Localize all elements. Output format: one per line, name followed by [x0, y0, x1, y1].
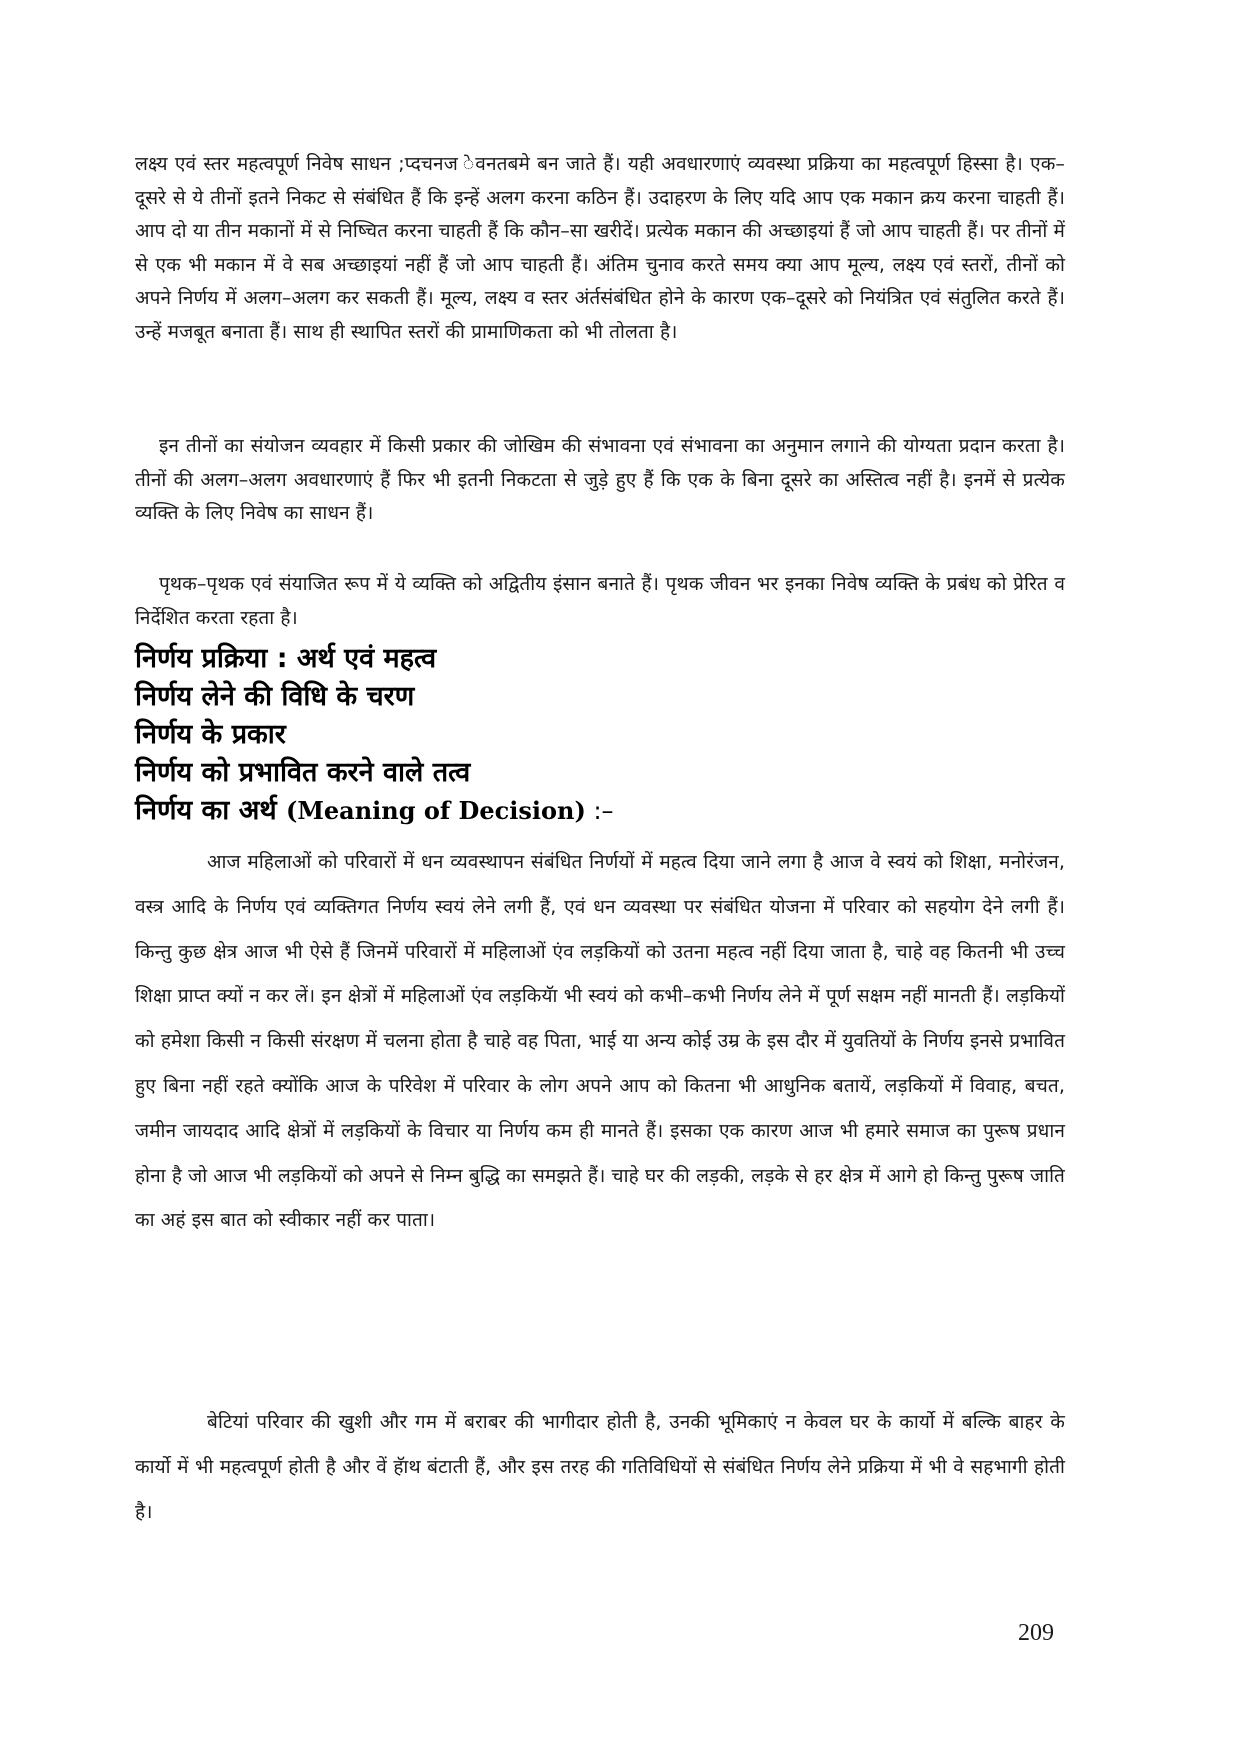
heading-decision-types: निर्णय के प्रकार — [135, 719, 286, 750]
document-page — [135, 0, 1065, 1753]
heading-meaning-suffix: :– — [585, 797, 614, 825]
heading-decision-factors: निर्णय को प्रभावित करने वाले तत्व — [135, 757, 471, 788]
heading-meaning-english: (Meaning of Decision) — [285, 796, 586, 825]
heading-decision-steps: निर्णय लेने की विधि के चरण — [135, 681, 415, 712]
paragraph-daughters-role: बेटियां परिवार की खुशी और गम में बराबर की भागीदार होती है, उनकी भूमिकाएं न केवल घर के कार्यो में बल्कि बाहर के कार्यो में भी महत्वपूर्ण होती है और वें हॅाथ बंटाती हैं, और इस तरह की गतिविधियों से संबंधित निर्णय लेने प्रक्रिया में भी वे सहभागी होती है। — [135, 1411, 1065, 1523]
paragraph-combination: इन तीनों का संयोजन व्यवहार में किसी प्रकार की जोखिम की संभावना एवं संभावना का अनुमान लगाने की योग्यता प्रदान करता है। तीनों की अलग–अलग अवधारणाएं हैं फिर भी इतनी निकटता से जुड़े हुए हैं कि एक के बिना दूसरे का अस्तित्व नहीं है। इनमें से प्रत्येक व्यक्ति के लिए निवेष का साधन हैं। — [135, 435, 1065, 524]
page-number: 209 — [1018, 1620, 1054, 1646]
heading-meaning-of-decision — [135, 792, 1065, 830]
paragraph-values-goals-standards: लक्ष्य एवं स्तर महत्वपूर्ण निवेष साधन ;प्दचनज ेवनतबमे बन जाते हैं। यही अवधारणाएं व्यवस्था प्रक्रिया का महत्वपूर्ण हिस्सा है। एक–दूसरे से ये तीनों इतने निकट से संबंधित हैं कि इन्हें अलग करना कठिन हैं। उदाहरण के लिए यदि आप एक मकान क्रय करना चाहती हैं। आप दो या तीन मकानों में से निष्चित करना चाहती हैं कि कौन–सा खरीदें। प्रत्येक मकान की अच्छाइयां हैं जो आप चाहती हैं। पर तीनों में से एक भी मकान में वे सब अच्छाइयां नहीं हैं जो आप चाहती हैं। अंतिम चुनाव करते समय क्या आप मूल्य, लक्ष्य एवं स्तरों, तीनों को अपने निर्णय में अलग–अलग कर सकती हैं। मूल्य, लक्ष्य व स्तर अंर्तसंबंधित होने के कारण एक–दूसरे को नियंत्रित एवं संतुलित करते हैं। उन्हें मजबूत बनाता हैं। साथ ही स्थापित स्तरों की प्रामाणिकता को भी तोलता है। — [135, 153, 1065, 343]
paragraph-women-decisions: आज महिलाओं को परिवारों में धन व्यवस्थापन संबंधित निर्णयों में महत्व दिया जाने लगा है आज वे स्वयं को शिक्षा, मनोरंजन, वस्त्र आदि के निर्णय एवं व्यक्तिगत निर्णय स्वयं लेने लगी हैं, एवं धन व्यवस्था पर संबंधित योजना में परिवार को सहयोग देने लगी हैं। किन्तु कुछ क्षेत्र आज भी ऐसे हैं जिनमें परिवारों में महिलाओं एंव लड़कियों को उतना महत्व नहीं दिया जाता है, चाहे वह कितनी भी उच्च शिक्षा प्राप्त क्यों न कर लें। इन क्षेत्रों में महिलाओं एंव लड़कियॅा भी स्वयं को कभी–कभी निर्णय लेने में पूर्ण सक्षम नहीं मानती हैं। लड़कियों को हमेशा किसी न किसी संरक्षण में चलना होता है चाहे वह पिता, भाई या अन्य कोई उम्र के इस दौर में युवतियों के निर्णय इनसे प्रभावित हुए बिना नहीं रहते क्योंकि आज के परिवेश में परिवार के लोग अपने आप को कितना भी आधुनिक बतायें, लड़कियों में विवाह, बचत, जमीन जायदाद आदि क्षेत्रों में लड़कियों के विचार या निर्णय कम ही मानते हैं। इसका एक कारण आज भी हमारे समाज का पुरूष प्रधान होना है जो आज भी लड़कियों को अपने से निम्न बुद्धि का समझते हैं। चाहे घर की लड़की, लड़के से हर क्षेत्र में आगे हो किन्तु पुरूष जाति का अहं इस बात को स्वीकार नहीं कर पाता। — [135, 851, 1065, 1232]
section-headings — [135, 640, 1065, 830]
heading-decision-process: निर्णय प्रक्रिया : अर्थ एवं महत्व — [135, 643, 437, 674]
paragraph-separate-combined: पृथक–पृथक एवं संयाजित रूप में ये व्यक्ति को अद्वितीय इंसान बनाते हैं। पृथक जीवन भर इनका निवेष व्यक्ति के प्रबंध को प्रेरित व निर्देशित करता रहता है। — [135, 573, 1065, 629]
heading-meaning-hindi: निर्णय का अर्थ — [135, 795, 286, 826]
